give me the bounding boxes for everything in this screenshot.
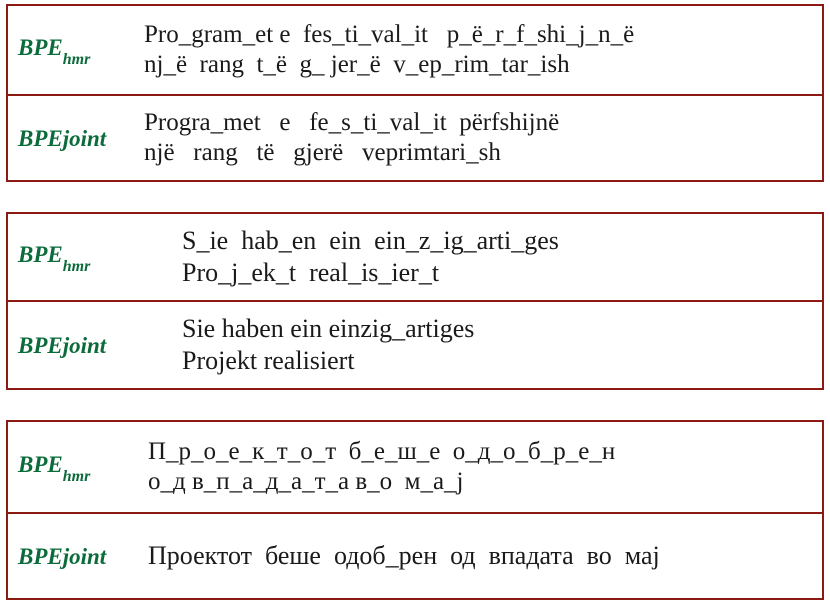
row-label-bpe-hmr	[8, 422, 144, 512]
row-text	[140, 6, 822, 94]
tokenization-example-macedonian	[6, 420, 824, 600]
table-row	[8, 6, 822, 96]
tokenization-example-albanian	[6, 4, 824, 182]
label-subscript: hmr	[62, 51, 91, 69]
label-text: $BPE_{hmr}$	[18, 241, 91, 276]
text-line: një rang të gjerë veprimtari_sh	[144, 139, 501, 166]
text-line: Projekt realisiert	[182, 346, 355, 375]
table-row	[8, 422, 822, 514]
text-line: Sie haben ein einzig_artiges	[182, 314, 475, 344]
row-text	[178, 302, 822, 388]
label-text: $BPE_{hmr}$	[18, 34, 91, 69]
table-row	[8, 302, 822, 388]
table-row	[8, 214, 822, 302]
label-subscript: hmr	[62, 468, 91, 486]
row-text	[144, 514, 822, 598]
row-label-bpe-joint	[8, 302, 178, 388]
text-line: Pro_gram_et e fes_ti_val_it p_ë_r_f_shi_j_n_ë	[144, 20, 635, 48]
text-line: П_р_о_е_к_т_о_т б_е_ш_е о_д_о_б_р_е_н	[148, 437, 616, 465]
row-text	[178, 214, 822, 300]
table-row	[8, 96, 822, 180]
text-line: о_д в_п_а_д_а_т_а в_о м_а_ј	[148, 468, 464, 495]
row-label-bpe-joint	[8, 96, 140, 180]
text-line: Progra_met e fe_s_ti_val_it përfshijnë	[144, 108, 560, 136]
label-text: BPEjoint	[18, 125, 107, 151]
row-label-bpe-hmr	[8, 214, 178, 300]
text-line: nj_ë rang t_ë g_ jer_ë v_ep_rim_tar_ish	[144, 51, 570, 78]
row-label-bpe-hmr	[8, 6, 140, 94]
label-text: $BPE_{hmr}$	[18, 451, 91, 486]
row-text	[144, 422, 822, 512]
row-text	[140, 96, 822, 180]
label-text: BPEjoint	[18, 543, 107, 569]
text-line: S_ie hab_en ein ein_z_ig_arti_ges	[182, 226, 559, 256]
label-subscript: hmr	[62, 258, 91, 276]
text-line: Pro_j_ek_t real_is_ier_t	[182, 258, 440, 287]
row-label-bpe-joint	[8, 514, 144, 598]
label-text: BPEjoint	[18, 332, 107, 358]
table-row	[8, 514, 822, 598]
tokenization-example-german	[6, 212, 824, 390]
text-line: Проектот беше одоб_рен од впадата во мај	[148, 541, 660, 571]
